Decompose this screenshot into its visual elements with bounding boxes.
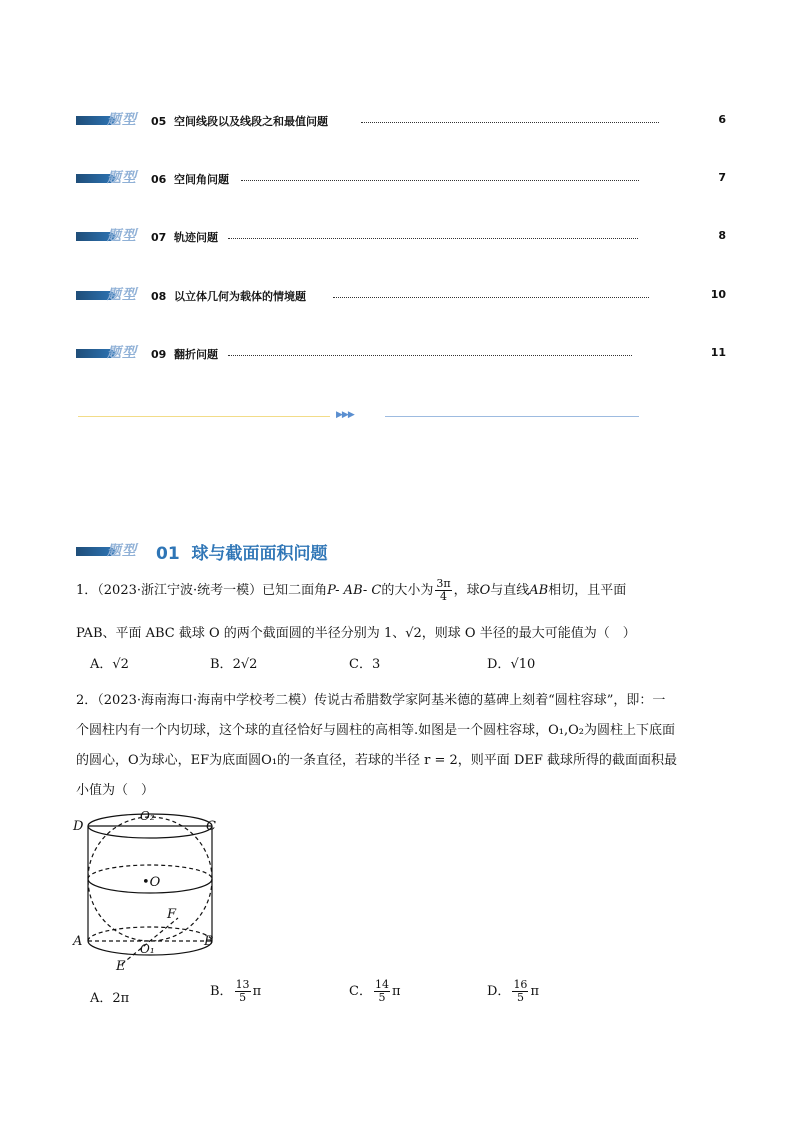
toc-page-number: 6 <box>718 113 726 126</box>
toc-page-number: 8 <box>718 229 726 242</box>
toc-page-number: 10 <box>710 288 726 301</box>
leader-dots <box>228 237 638 239</box>
q1-option-c[interactable]: C．3 <box>349 657 381 672</box>
toc-title: 以立体几何为载体的情境题 <box>173 290 306 303</box>
label-d: D <box>73 819 84 834</box>
label-o2: O₂ <box>140 809 155 823</box>
bottom-ellipse-back <box>88 927 212 941</box>
toc-page-number: 7 <box>718 171 726 184</box>
q1-option-d[interactable]: D．√10 <box>487 657 536 672</box>
badge-icon: 题型 <box>76 287 148 302</box>
arrow-icons: ▶▶▶ <box>336 410 354 420</box>
section-number: 01 <box>156 544 180 564</box>
toc-title: 轨迹问题 <box>173 231 218 244</box>
label-c: C <box>206 819 216 834</box>
q1-option-b[interactable]: B．2√2 <box>210 657 258 672</box>
question-2-line-4: 小值为（ ） <box>76 783 155 798</box>
leader-dots <box>361 121 659 123</box>
label-f: F <box>167 907 177 922</box>
divider-right <box>385 416 639 417</box>
badge-icon: 题型 <box>76 170 148 185</box>
question-1-line-2: PAB、平面 ABC 截球 O 的两个截面圆的半径分别为 1、√2，则球 O 半径的最大可能值为（ ） <box>76 626 636 641</box>
leader-dots <box>228 354 632 356</box>
toc-row[interactable] <box>76 168 726 188</box>
fraction: $\frac{14}{5}$ <box>374 978 389 1004</box>
label-b: B <box>204 934 214 949</box>
toc-number: 07 <box>151 231 167 244</box>
section-title: 球与截面面积问题 <box>191 544 328 564</box>
badge-icon: 题型 <box>76 112 148 127</box>
label-a: A <box>73 934 83 949</box>
toc-title: 翻折问题 <box>173 348 218 361</box>
toc-number: 08 <box>151 290 167 303</box>
leader-dots <box>333 296 649 298</box>
badge-icon: 题型 <box>76 228 148 243</box>
q2-option-a[interactable]: A．2π <box>90 991 130 1006</box>
toc-row[interactable] <box>76 343 726 363</box>
q2-option-b[interactable]: B． $\frac{13}{5}$ π <box>210 978 262 1004</box>
section-heading <box>76 538 716 564</box>
toc-number: 06 <box>151 173 167 186</box>
toc-row[interactable] <box>76 285 726 305</box>
question-2-line-1: 2．（2023·海南海口·海南中学校考二模）传说古希腊数学家阿基米德的墓碑上刻着“圆柱容球”，即：一 <box>76 693 666 708</box>
question-2-line-2: 个圆柱内有一个内切球，这个球的直径恰好与圆柱的高相等.如图是一个圆柱容球，O₁,O₂为圆柱上下底面 <box>76 723 676 738</box>
toc-row[interactable] <box>76 226 726 246</box>
toc-row[interactable] <box>76 110 726 130</box>
toc-title: 空间线段以及线段之和最值问题 <box>173 115 328 128</box>
label-e: E <box>116 959 126 974</box>
q2-option-d[interactable]: D． $\frac{16}{5}$ π <box>487 978 539 1004</box>
label-o1: O₁ <box>140 942 155 956</box>
fraction: $\frac{16}{5}$ <box>513 978 528 1004</box>
question-1-line-1: 1．（2023·浙江宁波·统考一模）已知二面角P- AB- C的大小为 $\frac{3\pi}{4}$ ，球O与直线AB相切，且平面 <box>76 577 627 603</box>
toc-number: 09 <box>151 348 167 361</box>
badge-icon: 题型 <box>76 345 148 360</box>
fraction: $\frac{13}{5}$ <box>235 978 250 1004</box>
cylinder-sphere-figure <box>70 806 230 976</box>
leader-dots <box>241 179 639 181</box>
toc-title: 空间角问题 <box>173 173 229 186</box>
toc-page-number: 11 <box>710 346 726 359</box>
question-2-line-3: 的圆心，O为球心，EF为底面圆O₁的一条直径，若球的半径 r = 2，则平面 DEF 截球所得的截面面积最 <box>76 753 678 768</box>
fraction: $\frac{3\pi}{4}$ <box>436 577 451 603</box>
toc-number: 05 <box>151 115 167 128</box>
badge-icon: 题型 <box>76 543 148 558</box>
q2-option-c[interactable]: C． $\frac{14}{5}$ π <box>349 978 401 1004</box>
label-o: •O <box>142 875 161 890</box>
q1-option-a[interactable]: A．√2 <box>90 657 129 672</box>
divider-left <box>78 416 330 417</box>
